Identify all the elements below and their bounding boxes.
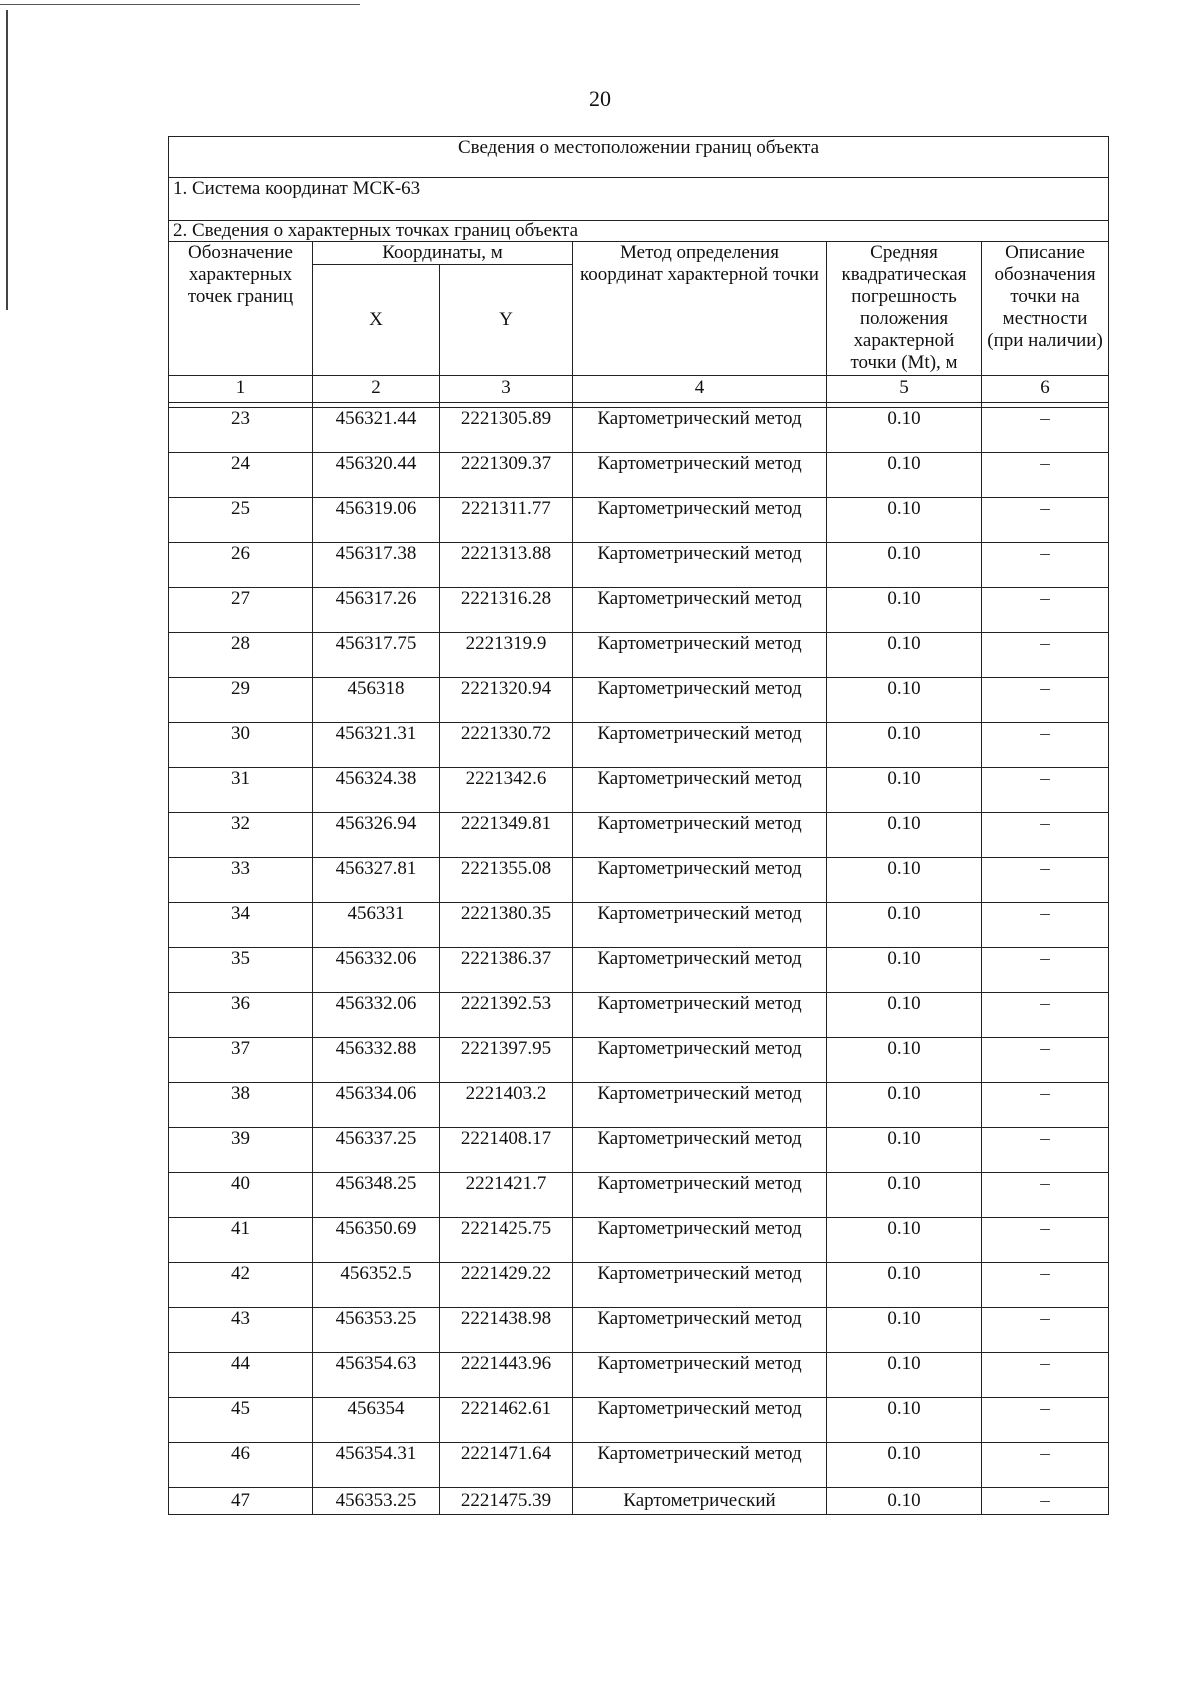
y-coordinate-cell: 2221349.81 (440, 813, 573, 858)
point-cell: 43 (169, 1308, 313, 1353)
point-cell: 35 (169, 948, 313, 993)
error-cell: 0.10 (827, 408, 982, 453)
table-row (169, 678, 1109, 723)
x-coordinate-cell: 456353.25 (313, 1308, 440, 1353)
header-coordinates: Координаты, м (313, 242, 573, 265)
y-coordinate-cell: 2221386.37 (440, 948, 573, 993)
y-coordinate-cell: 2221421.7 (440, 1173, 573, 1218)
error-cell: 0.10 (827, 1488, 982, 1515)
table-row (169, 768, 1109, 813)
point-cell: 41 (169, 1218, 313, 1263)
method-cell: Картометрический метод (573, 1353, 827, 1398)
error-cell: 0.10 (827, 678, 982, 723)
description-cell: – (982, 858, 1109, 903)
method-cell: Картометрический метод (573, 948, 827, 993)
description-cell: – (982, 498, 1109, 543)
table-row (169, 588, 1109, 633)
error-cell: 0.10 (827, 858, 982, 903)
description-cell: – (982, 1353, 1109, 1398)
x-coordinate-cell: 456332.06 (313, 948, 440, 993)
y-coordinate-cell: 2221305.89 (440, 408, 573, 453)
table-row (169, 813, 1109, 858)
y-coordinate-cell: 2221355.08 (440, 858, 573, 903)
column-number: 6 (982, 376, 1109, 403)
method-cell: Картометрический метод (573, 903, 827, 948)
y-coordinate-cell: 2221392.53 (440, 993, 573, 1038)
description-cell: – (982, 993, 1109, 1038)
column-number: 2 (313, 376, 440, 403)
y-coordinate-cell: 2221425.75 (440, 1218, 573, 1263)
error-cell: 0.10 (827, 948, 982, 993)
method-cell: Картометрический метод (573, 768, 827, 813)
description-cell: – (982, 453, 1109, 498)
description-cell: – (982, 1083, 1109, 1128)
point-cell: 33 (169, 858, 313, 903)
method-cell: Картометрический метод (573, 1263, 827, 1308)
x-coordinate-cell: 456321.44 (313, 408, 440, 453)
x-coordinate-cell: 456354 (313, 1398, 440, 1443)
method-cell: Картометрический метод (573, 1308, 827, 1353)
x-coordinate-cell: 456350.69 (313, 1218, 440, 1263)
x-coordinate-cell: 456317.75 (313, 633, 440, 678)
x-coordinate-cell: 456324.38 (313, 768, 440, 813)
point-cell: 44 (169, 1353, 313, 1398)
y-coordinate-cell: 2221320.94 (440, 678, 573, 723)
x-coordinate-cell: 456348.25 (313, 1173, 440, 1218)
description-cell: – (982, 1128, 1109, 1173)
error-cell: 0.10 (827, 1443, 982, 1488)
point-cell: 28 (169, 633, 313, 678)
x-coordinate-cell: 456332.06 (313, 993, 440, 1038)
error-cell: 0.10 (827, 723, 982, 768)
y-coordinate-cell: 2221429.22 (440, 1263, 573, 1308)
point-cell: 40 (169, 1173, 313, 1218)
y-coordinate-cell: 2221443.96 (440, 1353, 573, 1398)
error-cell: 0.10 (827, 633, 982, 678)
description-cell: – (982, 633, 1109, 678)
error-cell: 0.10 (827, 1398, 982, 1443)
x-coordinate-cell: 456352.5 (313, 1263, 440, 1308)
method-cell: Картометрический метод (573, 1128, 827, 1173)
description-cell: – (982, 1488, 1109, 1515)
y-coordinate-cell: 2221316.28 (440, 588, 573, 633)
x-coordinate-cell: 456326.94 (313, 813, 440, 858)
point-cell: 34 (169, 903, 313, 948)
x-coordinate-cell: 456353.25 (313, 1488, 440, 1515)
x-coordinate-cell: 456317.26 (313, 588, 440, 633)
x-coordinate-cell: 456317.38 (313, 543, 440, 588)
point-cell: 27 (169, 588, 313, 633)
table-row (169, 1083, 1109, 1128)
error-cell: 0.10 (827, 498, 982, 543)
error-cell: 0.10 (827, 1083, 982, 1128)
method-cell: Картометрический метод (573, 408, 827, 453)
table-row (169, 543, 1109, 588)
point-cell: 25 (169, 498, 313, 543)
method-cell: Картометрический метод (573, 1083, 827, 1128)
point-cell: 24 (169, 453, 313, 498)
method-cell: Картометрический метод (573, 858, 827, 903)
error-cell: 0.10 (827, 453, 982, 498)
table-row (169, 1308, 1109, 1353)
description-cell: – (982, 1173, 1109, 1218)
point-cell: 32 (169, 813, 313, 858)
method-cell: Картометрический метод (573, 1218, 827, 1263)
header-method: Метод определения координат характерной точки (573, 242, 827, 376)
page-number: 20 (589, 86, 611, 111)
description-cell: – (982, 1038, 1109, 1083)
description-cell: – (982, 813, 1109, 858)
method-cell: Картометрический метод (573, 498, 827, 543)
y-coordinate-cell: 2221471.64 (440, 1443, 573, 1488)
y-coordinate-cell: 2221309.37 (440, 453, 573, 498)
y-coordinate-cell: 2221397.95 (440, 1038, 573, 1083)
table-row (169, 1398, 1109, 1443)
header-description: Описание обозначения точки на местности (при наличии) (982, 242, 1109, 376)
error-cell: 0.10 (827, 543, 982, 588)
method-cell: Картометрический метод (573, 1398, 827, 1443)
y-coordinate-cell: 2221342.6 (440, 768, 573, 813)
header-x: X (313, 265, 440, 376)
y-coordinate-cell: 2221438.98 (440, 1308, 573, 1353)
description-cell: – (982, 678, 1109, 723)
x-coordinate-cell: 456334.06 (313, 1083, 440, 1128)
x-coordinate-cell: 456332.88 (313, 1038, 440, 1083)
error-cell: 0.10 (827, 903, 982, 948)
method-cell: Картометрический метод (573, 633, 827, 678)
point-cell: 30 (169, 723, 313, 768)
error-cell: 0.10 (827, 1218, 982, 1263)
table-row (169, 1488, 1109, 1515)
error-cell: 0.10 (827, 1038, 982, 1083)
table-row (169, 1218, 1109, 1263)
x-coordinate-cell: 456354.63 (313, 1353, 440, 1398)
y-coordinate-cell: 2221462.61 (440, 1398, 573, 1443)
method-cell: Картометрический метод (573, 993, 827, 1038)
table-row (169, 1038, 1109, 1083)
point-cell: 26 (169, 543, 313, 588)
error-cell: 0.10 (827, 1308, 982, 1353)
method-cell: Картометрический метод (573, 1443, 827, 1488)
method-cell: Картометрический метод (573, 678, 827, 723)
scan-edge-line (6, 10, 8, 310)
error-cell: 0.10 (827, 1128, 982, 1173)
table-row (169, 723, 1109, 768)
method-cell: Картометрический (573, 1488, 827, 1515)
x-coordinate-cell: 456319.06 (313, 498, 440, 543)
table-row (169, 903, 1109, 948)
error-cell: 0.10 (827, 1263, 982, 1308)
description-cell: – (982, 768, 1109, 813)
description-cell: – (982, 948, 1109, 993)
point-cell: 45 (169, 1398, 313, 1443)
description-cell: – (982, 723, 1109, 768)
x-coordinate-cell: 456320.44 (313, 453, 440, 498)
column-number: 5 (827, 376, 982, 403)
header-y: Y (440, 265, 573, 376)
table-row (169, 1353, 1109, 1398)
table-row (169, 1263, 1109, 1308)
x-coordinate-cell: 456321.31 (313, 723, 440, 768)
table-row (169, 1173, 1109, 1218)
column-number: 3 (440, 376, 573, 403)
x-coordinate-cell: 456337.25 (313, 1128, 440, 1173)
table-row (169, 858, 1109, 903)
y-coordinate-cell: 2221403.2 (440, 1083, 573, 1128)
section-title: 2. Сведения о характерных точках границ объекта (169, 221, 1109, 242)
point-cell: 29 (169, 678, 313, 723)
y-coordinate-cell: 2221319.9 (440, 633, 573, 678)
x-coordinate-cell: 456331 (313, 903, 440, 948)
column-number: 4 (573, 376, 827, 403)
error-cell: 0.10 (827, 768, 982, 813)
point-cell: 47 (169, 1488, 313, 1515)
x-coordinate-cell: 456354.31 (313, 1443, 440, 1488)
description-cell: – (982, 1308, 1109, 1353)
description-cell: – (982, 588, 1109, 633)
error-cell: 0.10 (827, 993, 982, 1038)
method-cell: Картометрический метод (573, 543, 827, 588)
table-row (169, 1128, 1109, 1173)
table-row (169, 948, 1109, 993)
y-coordinate-cell: 2221475.39 (440, 1488, 573, 1515)
y-coordinate-cell: 2221380.35 (440, 903, 573, 948)
method-cell: Картометрический метод (573, 453, 827, 498)
point-cell: 37 (169, 1038, 313, 1083)
y-coordinate-cell: 2221311.77 (440, 498, 573, 543)
y-coordinate-cell: 2221330.72 (440, 723, 573, 768)
error-cell: 0.10 (827, 1353, 982, 1398)
table-row (169, 633, 1109, 678)
point-cell: 36 (169, 993, 313, 1038)
description-cell: – (982, 903, 1109, 948)
table-row (169, 993, 1109, 1038)
point-cell: 31 (169, 768, 313, 813)
coordinate-system: 1. Система координат МСК-63 (169, 178, 1109, 221)
description-cell: – (982, 1263, 1109, 1308)
table-row (169, 408, 1109, 453)
y-coordinate-cell: 2221313.88 (440, 543, 573, 588)
description-cell: – (982, 408, 1109, 453)
method-cell: Картометрический метод (573, 723, 827, 768)
point-cell: 38 (169, 1083, 313, 1128)
method-cell: Картометрический метод (573, 588, 827, 633)
x-coordinate-cell: 456318 (313, 678, 440, 723)
column-number: 1 (169, 376, 313, 403)
header-designation: Обозначение характерных точек границ (169, 242, 313, 376)
error-cell: 0.10 (827, 1173, 982, 1218)
table-row (169, 453, 1109, 498)
error-cell: 0.10 (827, 588, 982, 633)
description-cell: – (982, 543, 1109, 588)
point-cell: 46 (169, 1443, 313, 1488)
description-cell: – (982, 1443, 1109, 1488)
description-cell: – (982, 1218, 1109, 1263)
description-cell: – (982, 1398, 1109, 1443)
error-cell: 0.10 (827, 813, 982, 858)
method-cell: Картометрический метод (573, 1038, 827, 1083)
y-coordinate-cell: 2221408.17 (440, 1128, 573, 1173)
table-row (169, 498, 1109, 543)
point-cell: 42 (169, 1263, 313, 1308)
method-cell: Картометрический метод (573, 813, 827, 858)
point-cell: 23 (169, 408, 313, 453)
scan-edge-line (0, 4, 360, 5)
header-error: Средняя квадратическая погрешность положения характерной точки (Mt), м (827, 242, 982, 376)
table-row (169, 1443, 1109, 1488)
x-coordinate-cell: 456327.81 (313, 858, 440, 903)
method-cell: Картометрический метод (573, 1173, 827, 1218)
boundary-points-table (168, 136, 1109, 1515)
point-cell: 39 (169, 1128, 313, 1173)
table-title: Сведения о местоположении границ объекта (169, 137, 1109, 178)
